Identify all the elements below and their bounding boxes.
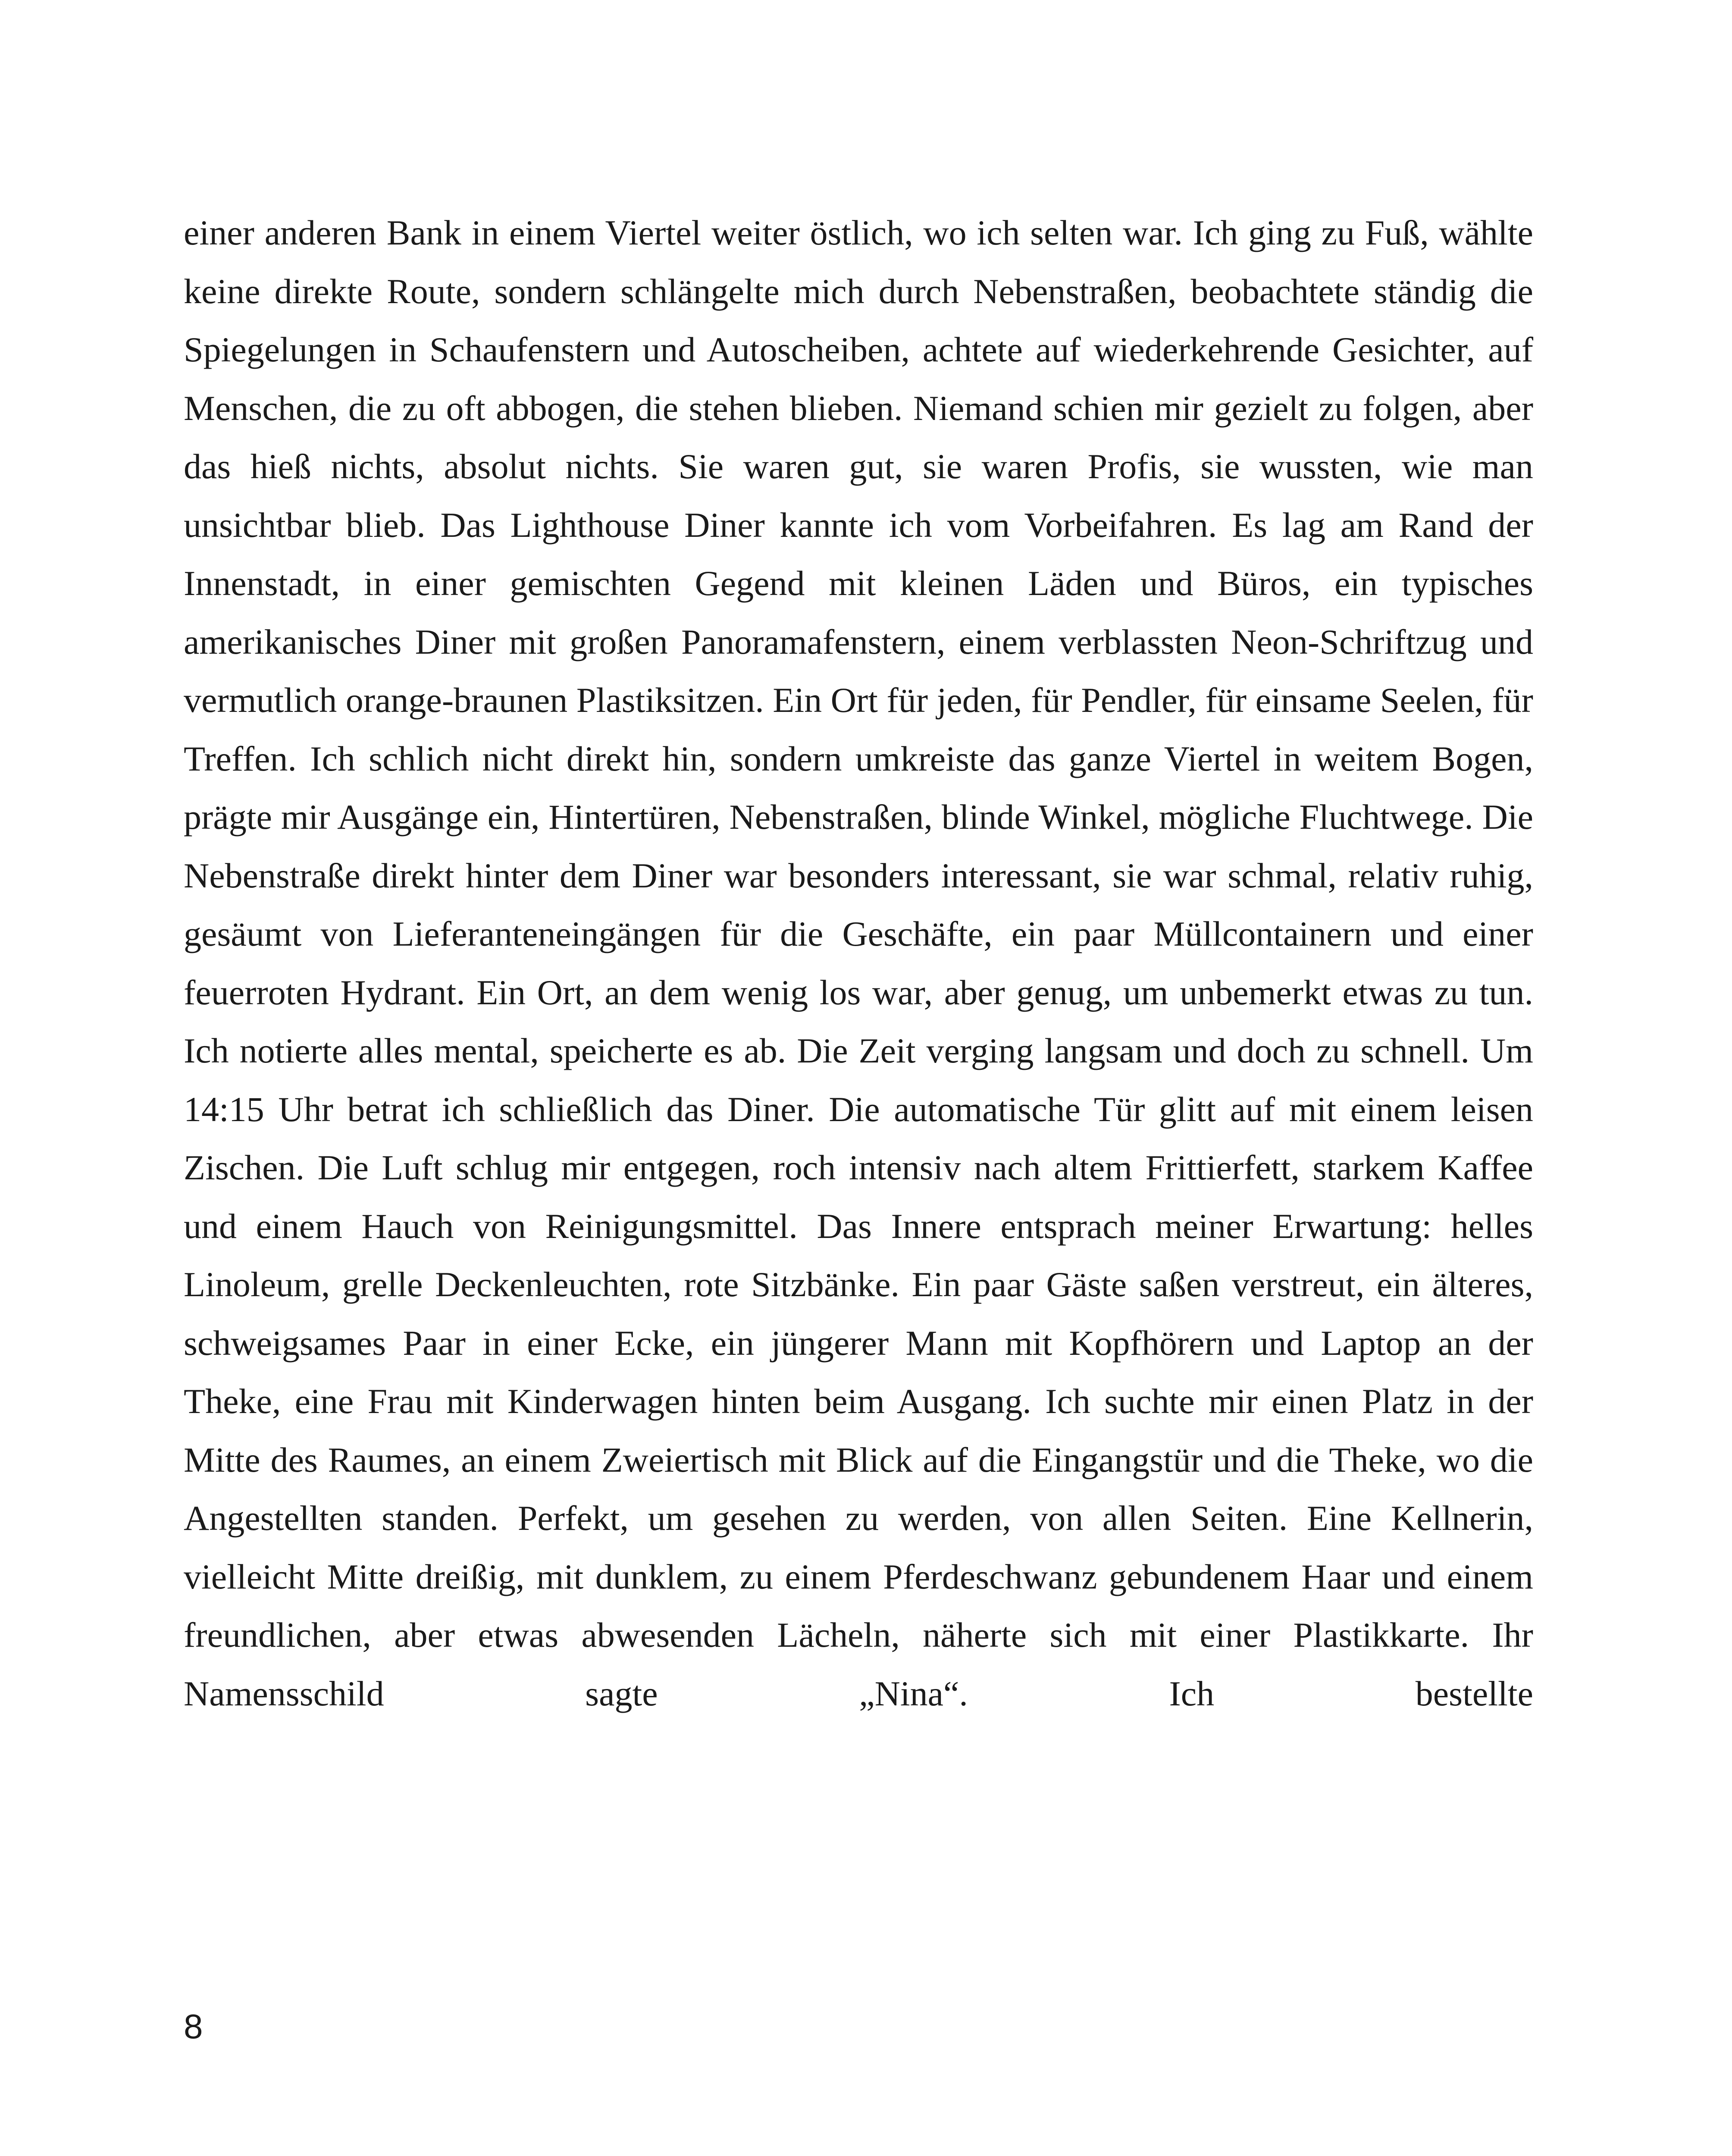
page-number: 8: [184, 2007, 203, 2046]
body-paragraph: einer anderen Bank in einem Viertel weiter östlich, wo ich selten war. Ich ging zu Fuß, wählte keine direkte Route, sondern schlängelte mich durch Nebenstraßen, beobachtete ständig die Spiegelungen in Schaufenstern und Autoscheiben, achtete auf wiederkehrende Gesichter, auf Menschen, die zu oft abbogen, die stehen blieben. Niemand schien mir gezielt zu folgen, aber das hieß nichts, absolut nichts. Sie waren gut, sie waren Profis, sie wussten, wie man unsichtbar blieb. Das Lighthouse Diner kannte ich vom Vorbeifahren. Es lag am Rand der Innenstadt, in einer gemischten Gegend mit kleinen Läden und Büros, ein typisches amerikanisches Diner mit großen Panoramafenstern, einem verblassten Neon-Schriftzug und vermutlich orange-braunen Plastiksitzen. Ein Ort für jeden, für Pendler, für einsame Seelen, für Treffen. Ich schlich nicht direkt hin, sondern umkreiste das ganze Viertel in weitem Bogen, prägte mir Ausgänge ein, Hintertüren, Nebenstraßen, blinde Winkel, mögliche Fluchtwege. Die Nebenstraße direkt hinter dem Diner war besonders interessant, sie war schmal, relativ ruhig, gesäumt von Lieferanteneingängen für die Geschäfte, ein paar Müllcontainern und einer feuerroten Hydrant. Ein Ort, an dem wenig los war, aber genug, um unbemerkt etwas zu tun. Ich notierte alles mental, speicherte es ab. Die Zeit verging langsam und doch zu schnell. Um 14:15 Uhr betrat ich schließlich das Diner. Die automatische Tür glitt auf mit einem leisen Zischen. Die Luft schlug mir entgegen, roch intensiv nach altem Frittierfett, starkem Kaffee und einem Hauch von Reinigungsmittel. Das Innere entsprach meiner Erwartung: helles Linoleum, grelle Deckenleuchten, rote Sitzbänke. Ein paar Gäste saßen verstreut, ein älteres, schweigsames Paar in einer Ecke, ein jüngerer Mann mit Kopfhörern und Laptop an der Theke, eine Frau mit Kinderwagen hinten beim Ausgang. Ich suchte mir einen Platz in der Mitte des Raumes, an einem Zweiertisch mit Blick auf die Eingangstür und die Theke, wo die Angestellten standen. Perfekt, um gesehen zu werden, von allen Seiten. Eine Kellnerin, vielleicht Mitte dreißig, mit dunklem, zu einem Pferdeschwanz gebundenem Haar und einem freundlichen, aber etwas abwesenden Lächeln, näherte sich mit einer Plastikkarte. Ihr Namensschild sagte „Nina“. Ich bestellte: [184, 213, 1533, 1713]
